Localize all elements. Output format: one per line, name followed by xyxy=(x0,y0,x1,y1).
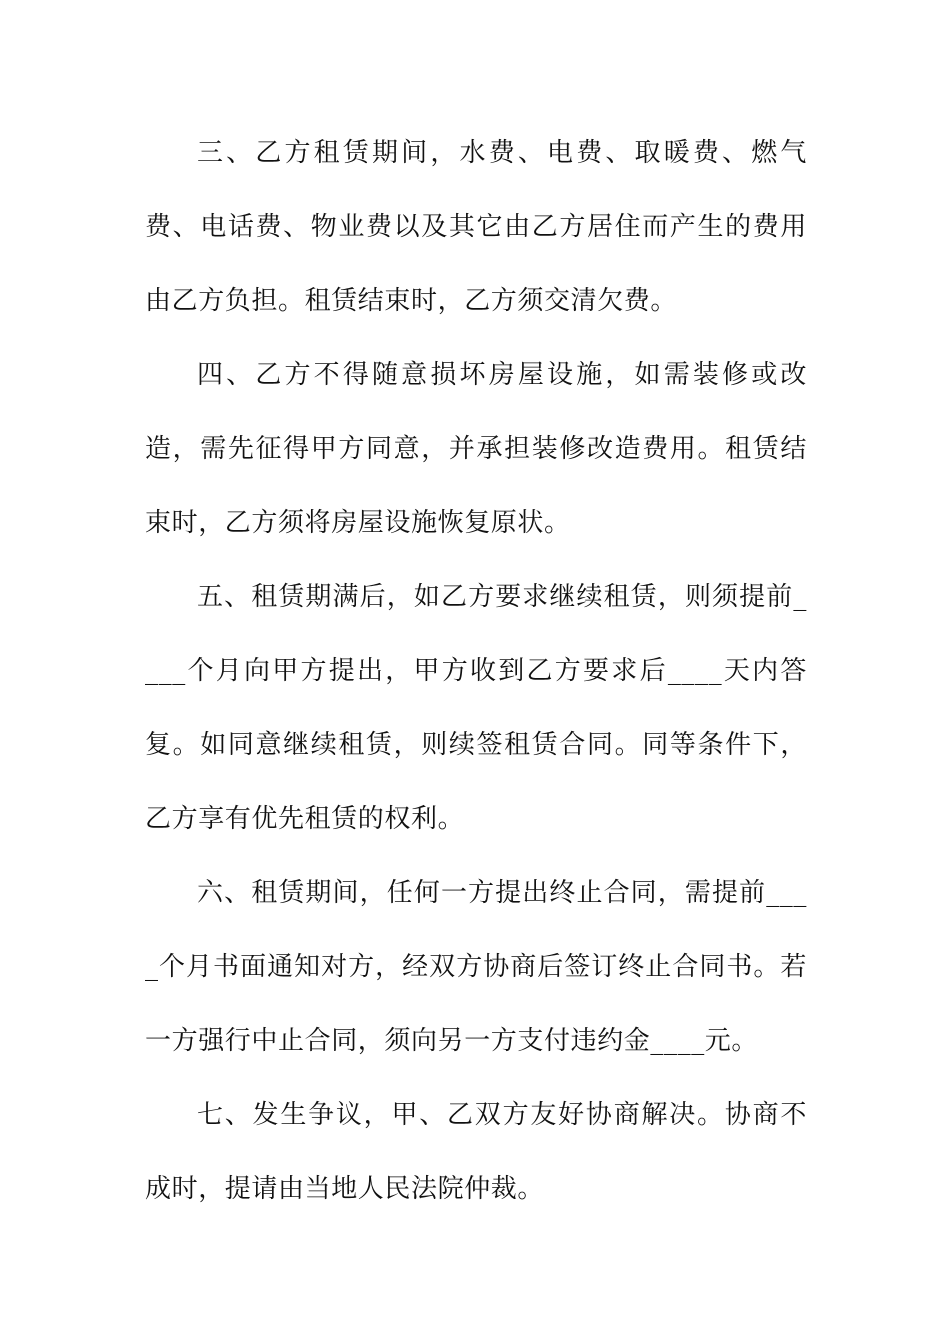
clause-paragraph-5: 五、租赁期满后，如乙方要求继续租赁，则须提前____个月向甲方提出，甲方收到乙方要求后____天内答复。如同意继续租赁，则续签租赁合同。同等条件下，乙方享有优先租赁的权利。 xyxy=(145,582,807,834)
clause-paragraph-7: 七、发生争议，甲、乙双方友好协商解决。协商不成时，提请由当地人民法院仲裁。 xyxy=(145,1100,807,1204)
document-body xyxy=(145,116,807,1226)
clause-paragraph-3: 三、乙方租赁期间，水费、电费、取暖费、燃气费、电话费、物业费以及其它由乙方居住而产生的费用由乙方负担。租赁结束时，乙方须交清欠费。 xyxy=(145,138,807,316)
clause-paragraph-4: 四、乙方不得随意损坏房屋设施，如需装修或改造，需先征得甲方同意，并承担装修改造费用。租赁结束时，乙方须将房屋设施恢复原状。 xyxy=(145,360,807,538)
clause-paragraph-6: 六、租赁期间，任何一方提出终止合同，需提前____个月书面通知对方，经双方协商后签订终止合同书。若一方强行中止合同，须向另一方支付违约金____元。 xyxy=(145,878,807,1056)
